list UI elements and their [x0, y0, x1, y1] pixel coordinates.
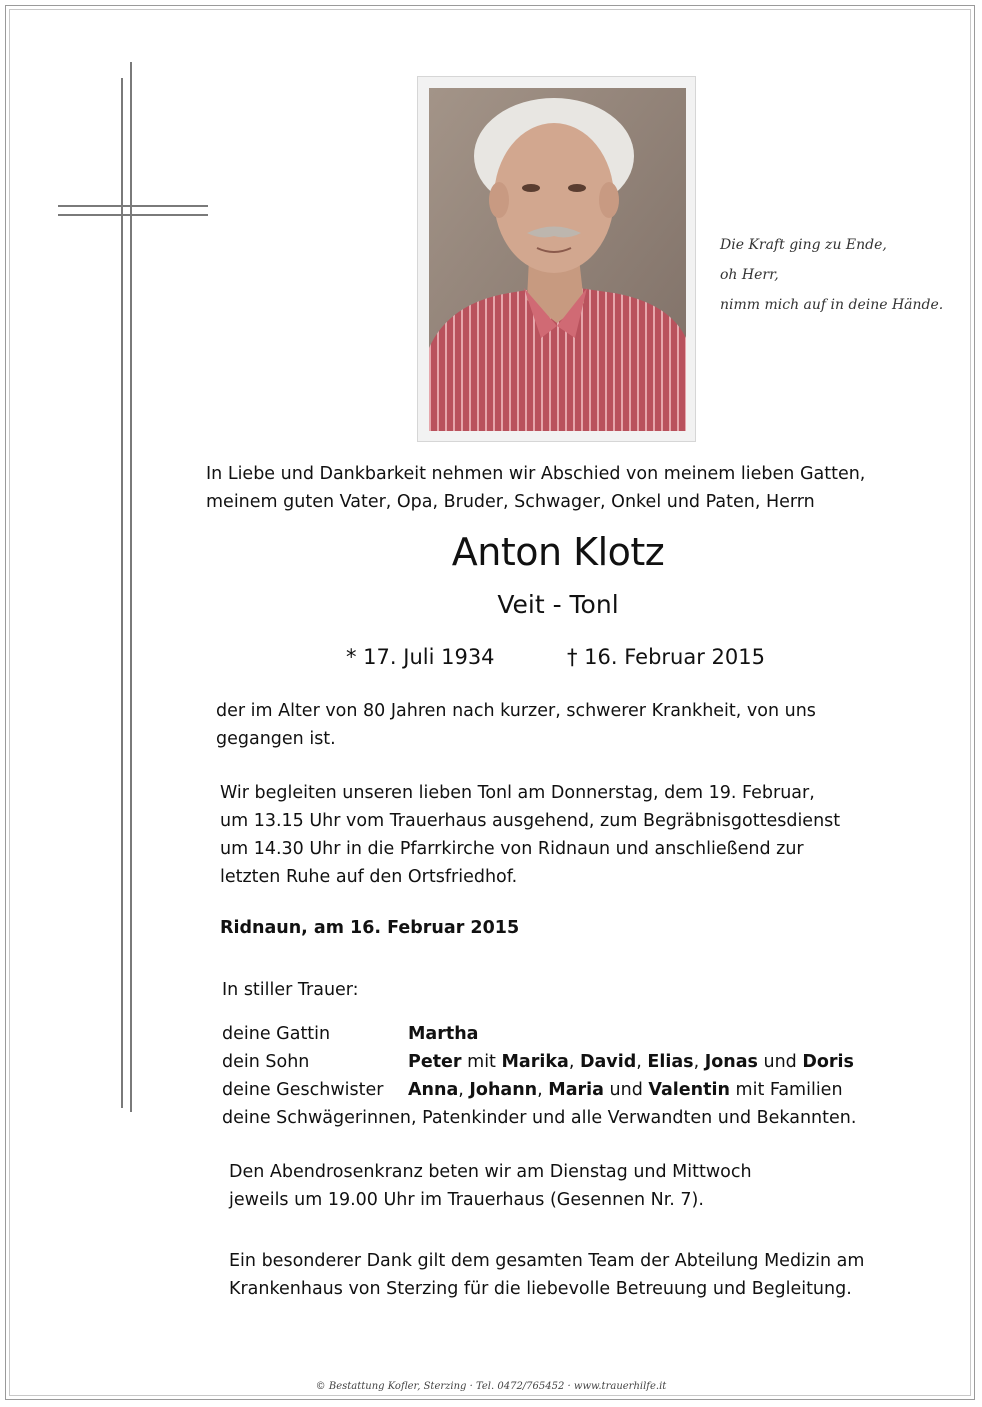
grandchild-name: Jonas — [704, 1052, 758, 1072]
thanks-line: Krankenhaus von Sterzing für die liebevolle Betreuung und Begleitung. — [229, 1279, 852, 1299]
connector: und — [609, 1080, 643, 1100]
relation-label: deine Geschwister — [222, 1080, 384, 1100]
connector: und — [763, 1052, 797, 1072]
deceased-nickname: Veit - Tonl — [497, 590, 619, 619]
passing-line: der im Alter von 80 Jahren nach kurzer, schwerer Krankheit, von uns — [216, 701, 816, 721]
quote-line: oh Herr, — [720, 267, 779, 283]
rosary-line: jeweils um 19.00 Uhr im Trauerhaus (Gesennen Nr. 7). — [229, 1190, 704, 1210]
death-date: † 16. Februar 2015 — [567, 645, 765, 669]
sibling-name: Maria — [548, 1080, 604, 1100]
quote-line: Die Kraft ging zu Ende, — [720, 237, 887, 253]
relation-label: dein Sohn — [222, 1052, 310, 1072]
grandchild-name: Marika — [501, 1052, 569, 1072]
funeral-text — [220, 779, 840, 891]
memorial-quote — [720, 230, 970, 320]
intro-text — [206, 460, 976, 516]
thanks-text — [229, 1247, 864, 1303]
birth-date: * 17. Juli 1934 — [346, 645, 495, 669]
rosary-line: Den Abendrosenkranz beten wir am Dienstag und Mittwoch — [229, 1162, 752, 1182]
rosary-text — [229, 1158, 752, 1214]
passing-line: gegangen ist. — [216, 729, 336, 749]
portrait-photo — [429, 88, 686, 431]
funeral-line: Wir begleiten unseren lieben Tonl am Donnerstag, dem 19. Februar, — [220, 783, 815, 803]
grandchild-name: Doris — [802, 1052, 854, 1072]
grandchild-name: David — [579, 1052, 637, 1072]
relation-label: deine Gattin — [222, 1024, 331, 1044]
place-date: Ridnaun, am 16. Februar 2015 — [220, 918, 520, 938]
sibling-name: Johann — [469, 1080, 538, 1100]
passing-text — [216, 697, 816, 753]
thanks-line: Ein besonderer Dank gilt dem gesamten Team der Abteilung Medizin am — [229, 1251, 865, 1271]
sibling-name: Valentin — [648, 1080, 730, 1100]
son-names: Peter mit Marika, David, Elias, Jonas und Doris — [408, 1052, 854, 1072]
funeral-line: letzten Ruhe auf den Ortsfriedhof. — [220, 867, 518, 887]
others-text: deine Schwägerinnen, Patenkinder und alle Verwandten und Bekannten. — [222, 1108, 857, 1128]
mourning-label: In stiller Trauer: — [222, 980, 359, 1000]
sibling-names: Anna, Johann, Maria und Valentin mit Familien — [408, 1080, 843, 1100]
deceased-name: Anton Klotz — [451, 530, 665, 574]
funeral-line: um 14.30 Uhr in die Pfarrkirche von Ridnaun und anschließend zur — [220, 839, 804, 859]
footer-credit: © Bestattung Kofler, Sterzing · Tel. 0472/765452 · www.trauerhilfe.it — [315, 1381, 667, 1392]
funeral-line: um 13.15 Uhr vom Trauerhaus ausgehend, zum Begräbnisgottesdienst — [220, 811, 841, 831]
intro-line: In Liebe und Dankbarkeit nehmen wir Abschied von meinem lieben Gatten, — [206, 464, 866, 484]
connector: mit — [467, 1052, 496, 1072]
grandchild-name: Elias — [647, 1052, 694, 1072]
quote-line: nimm mich auf in deine Hände. — [720, 297, 944, 313]
intro-line: meinem guten Vater, Opa, Bruder, Schwager, Onkel und Paten, Herrn — [206, 492, 815, 512]
portrait-frame — [417, 76, 696, 442]
wife-name: Martha — [408, 1024, 479, 1044]
connector: mit Familien — [735, 1080, 843, 1100]
son-name: Peter — [408, 1052, 462, 1072]
sibling-name: Anna — [408, 1080, 459, 1100]
